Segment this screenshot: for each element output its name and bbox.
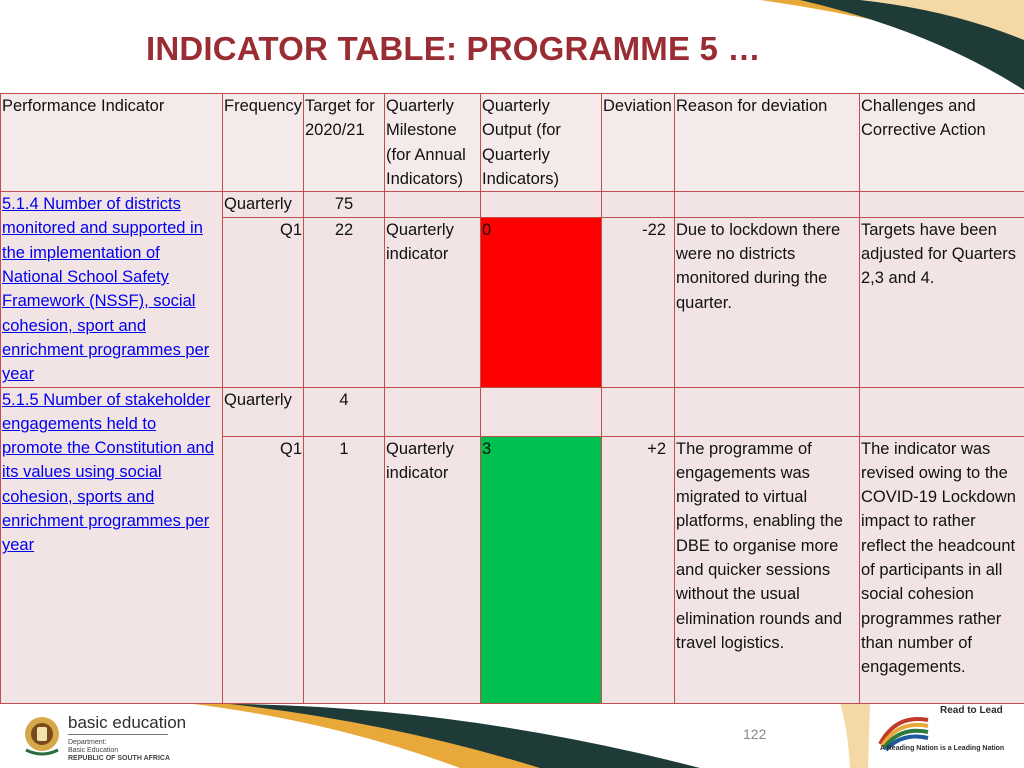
deviation-cell: +2 <box>602 436 675 703</box>
annual-target-cell: 75 <box>304 192 385 217</box>
indicator-name-cell <box>1 387 223 703</box>
indicator-table <box>0 93 1024 704</box>
corrective-action-cell: Targets have been adjusted for Quarters 2,3 and 4. <box>860 217 1024 387</box>
reason-cell: Due to lockdown there were no districts monitored during the quarter. <box>675 217 860 387</box>
header-challenges-corrective-action: Challenges and Corrective Action <box>860 94 1024 192</box>
department-line-1: Department: <box>68 739 107 746</box>
empty-cell <box>602 387 675 436</box>
quarter-cell: Q1 <box>223 217 304 387</box>
empty-cell <box>675 387 860 436</box>
milestone-cell: Quarterly indicator <box>385 217 481 387</box>
read-to-lead-title: Read to Lead <box>940 705 1003 716</box>
table-row <box>1 387 1024 436</box>
empty-cell <box>860 387 1024 436</box>
table-header-row <box>1 94 1024 192</box>
header-quarterly-output: Quarterly Output (for Quarterly Indicators) <box>481 94 602 192</box>
page-title: INDICATOR TABLE: PROGRAMME 5 … <box>146 30 761 67</box>
empty-cell <box>860 192 1024 217</box>
output-cell-green: 3 <box>481 436 602 703</box>
empty-cell <box>385 387 481 436</box>
page-number: 122 <box>743 726 767 742</box>
empty-cell <box>481 387 602 436</box>
indicator-link[interactable]: 5.1.5 Number of stakeholder engagements held to promote the Constitution and its values using social cohesion, sports and enrichment programmes per year <box>2 390 214 555</box>
department-line-2: Basic Education <box>68 747 119 754</box>
department-logo-name: basic education <box>68 713 187 732</box>
department-logo <box>68 714 186 763</box>
quarter-cell: Q1 <box>223 436 304 703</box>
read-to-lead-tagline: A Reading Nation is a Leading Nation <box>880 745 1005 752</box>
empty-cell <box>481 192 602 217</box>
header-quarterly-milestone: Quarterly Milestone (for Annual Indicators) <box>385 94 481 192</box>
empty-cell <box>385 192 481 217</box>
frequency-cell: Quarterly <box>223 387 304 436</box>
empty-cell <box>675 192 860 217</box>
empty-cell <box>602 192 675 217</box>
department-line-3: REPUBLIC OF SOUTH AFRICA <box>68 755 171 762</box>
table-row <box>1 192 1024 217</box>
deviation-cell: -22 <box>602 217 675 387</box>
header-target: Target for 2020/21 <box>304 94 385 192</box>
reason-cell: The programme of engagements was migrated to virtual platforms, enabling the DBE to organise more and quicker sessions without the usual elimination rounds and travel logistics. <box>675 436 860 703</box>
indicator-link[interactable]: 5.1.4 Number of districts monitored and supported in the implementation of National School Safety Framework (NSSF), social cohesion, sport and enrichment programmes per year <box>2 195 210 384</box>
output-cell-red: 0 <box>481 217 602 387</box>
header-reason-for-deviation: Reason for deviation <box>675 94 860 192</box>
quarter-target-cell: 22 <box>304 217 385 387</box>
quarter-target-cell: 1 <box>304 436 385 703</box>
indicator-name-cell <box>1 192 223 387</box>
milestone-cell: Quarterly indicator <box>385 436 481 703</box>
frequency-cell: Quarterly <box>223 192 304 217</box>
corrective-action-cell: The indicator was revised owing to the COVID-19 Lockdown impact to rather reflect the headcount of participants in all social cohesion programmes rather than number of engagements. <box>860 436 1024 703</box>
annual-target-cell: 4 <box>304 387 385 436</box>
header-frequency: Frequency <box>223 94 304 192</box>
header-performance-indicator: Performance Indicator <box>1 94 223 192</box>
header-deviation: Deviation <box>602 94 675 192</box>
